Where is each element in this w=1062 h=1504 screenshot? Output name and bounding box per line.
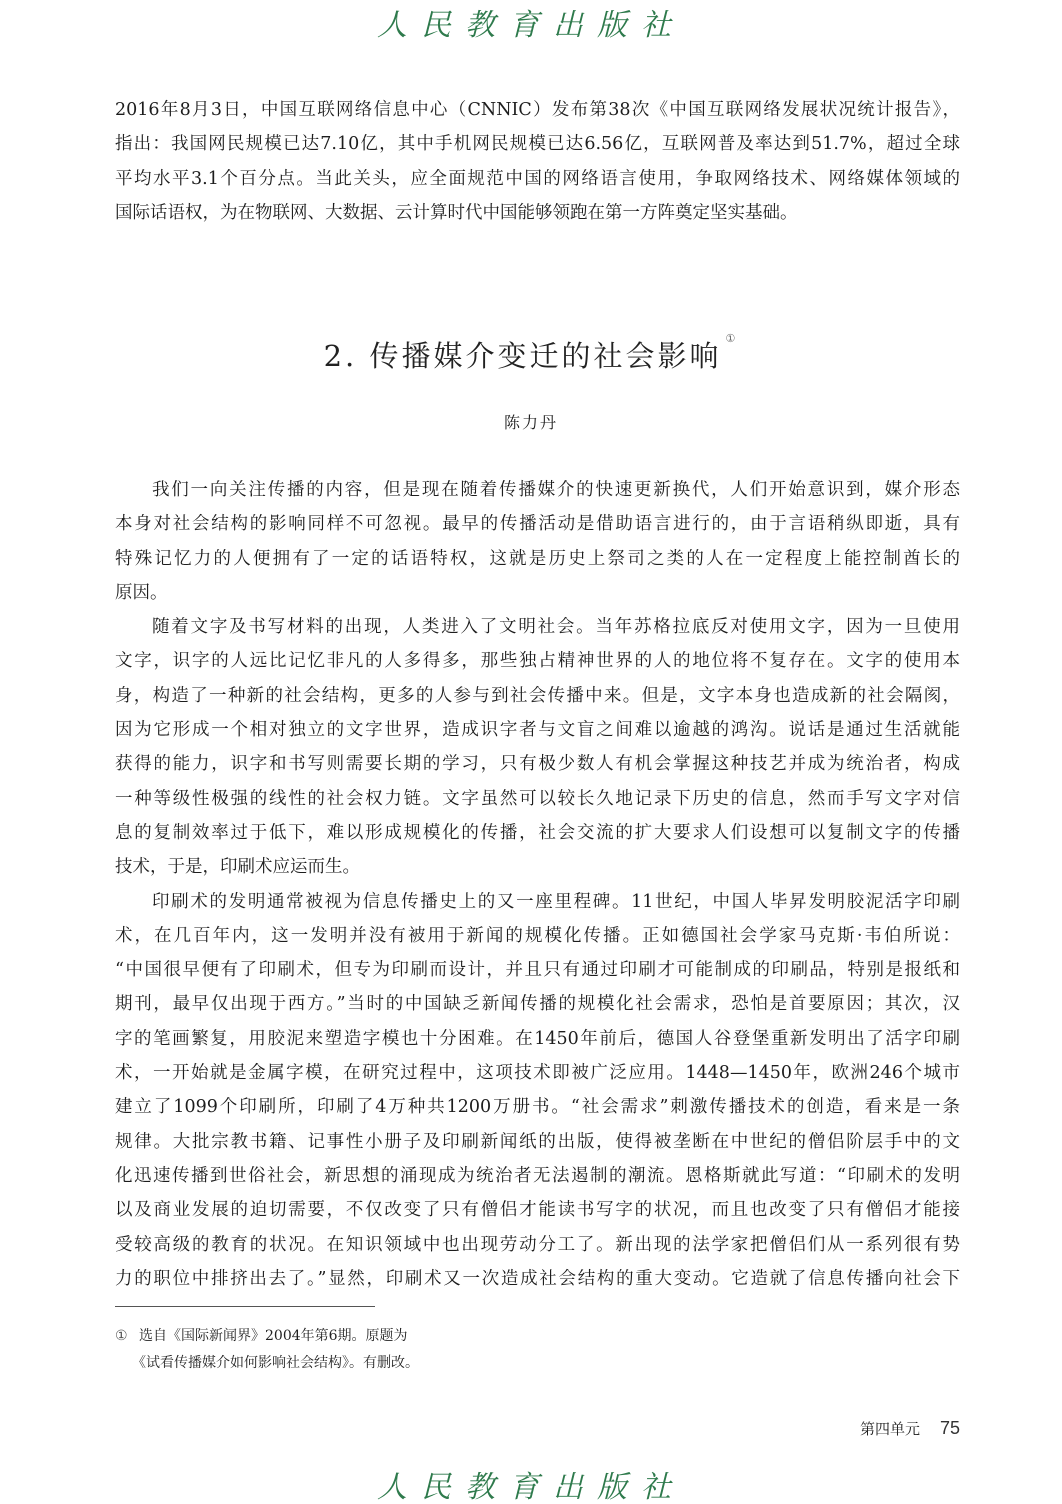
text-line: 技术，于是，印刷术应运而生。: [115, 857, 360, 878]
text-line: 一种等级性极强的线性的社会权力链。文字虽然可以较长久地记录下历史的信息，然而手写文字对信: [115, 788, 960, 809]
publisher-logo-header: 人民教育出版社: [377, 8, 685, 43]
text-line: 力的职位中排挤出去了。”显然，印刷术又一次造成社会结构的重大变动。它造就了信息传播向社会下: [115, 1268, 960, 1289]
text-line: 原因。: [115, 582, 168, 603]
text-line: 2016年8月3日，中国互联网络信息中心（CNNIC）发布第38次《中国互联网络发展状况统计报告》，: [115, 100, 960, 120]
paragraph: [115, 885, 960, 1297]
text-line: 术，在几百年内，这一发明并没有被用于新闻的规模化传播。正如德国社会学家马克斯·韦伯所说：: [115, 925, 960, 946]
text-line: 平均水平3.1个百分点。当此关头，应全面规范中国的网络语言使用，争取网络技术、网络媒体领域的: [115, 168, 960, 189]
text-line: 身，构造了一种新的社会结构，更多的人参与到社会传播中来。但是，文字本身也造成新的社会隔阂，: [115, 685, 960, 706]
publisher-logo-footer: 人民教育出版社: [377, 1470, 685, 1504]
text-line: 受较高级的教育的状况。在知识领域中也出现劳动分工了。新出现的法学家把僧侣们从一系列很有势: [115, 1234, 960, 1255]
footnote-reference[interactable]: ①: [725, 332, 739, 345]
text-line: 字的笔画繁复，用胶泥来塑造字模也十分困难。在1450年前后，德国人谷登堡重新发明出了活字印刷: [115, 1028, 960, 1049]
article-title: [0, 334, 1062, 375]
text-line: 术，一开始就是金属字模，在研究过程中，这项技术即被广泛应用。1448—1450年，欧洲246个城市: [115, 1063, 960, 1084]
text-line: 获得的能力，识字和书写则需要长期的学习，只有极少数人有机会掌握这种技艺并成为统治者，构成: [115, 754, 960, 775]
text-line: 建立了1099个印刷所，印刷了4万种共1200万册书。“社会需求”刺激传播技术的创造，看来是一条: [115, 1097, 960, 1118]
text-line: 本身对社会结构的影响同样不可忽视。最早的传播活动是借助语言进行的，由于言语稍纵即逝，具有: [115, 514, 960, 535]
text-line: “中国很早便有了印刷术，但专为印刷而设计，并且只有通过印刷才可能制成的印刷品，特别是报纸和: [115, 960, 960, 981]
text-line: 我们一向关注传播的内容，但是现在随着传播媒介的快速更新换代，人们开始意识到，媒介形态: [152, 480, 960, 500]
text-line: 息的复制效率过于低下，难以形成规模化的传播，社会交流的扩大要求人们设想可以复制文字的传播: [115, 822, 960, 843]
footnote-divider: [115, 1306, 375, 1307]
text-line: 指出：我国网民规模已达7.10亿，其中手机网民规模已达6.56亿，互联网普及率达到51.7%，超过全球: [115, 134, 960, 155]
article-title-text: 2. 传播媒介变迁的社会影响: [323, 339, 722, 373]
article-body: [115, 473, 960, 1296]
intro-paragraph: [115, 93, 960, 230]
unit-label: 第四单元: [859, 1420, 920, 1438]
text-line: 国际话语权，为在物联网、大数据、云计算时代中国能够领跑在第一方阵奠定坚实基础。: [115, 202, 798, 223]
text-line: 规律。大批宗教书籍、记事性小册子及印刷新闻纸的出版，使得被垄断在中世纪的僧侣阶层手中的文: [115, 1131, 960, 1152]
page-number: 75: [939, 1418, 960, 1438]
article-author: 陈力丹: [503, 413, 558, 432]
text-line: 化迅速传播到世俗社会，新思想的涌现成为统治者无法遏制的潮流。恩格斯就此写道：“印刷术的发明: [115, 1165, 960, 1186]
text-line: 期刊，最早仅出现于西方。”当时的中国缺乏新闻传播的规模化社会需求，恐怕是首要原因；其次，汉: [115, 994, 960, 1015]
text-line: 文字，识字的人远比记忆非凡的人多得多，那些独占精神世界的人的地位将不复存在。文字的使用本: [115, 651, 960, 672]
text-line: 特殊记忆力的人便拥有了一定的话语特权，这就是历史上祭司之类的人在一定程度上能控制酋长的: [115, 548, 960, 569]
footnote-marker: ①: [115, 1328, 128, 1344]
footnote-line-1: [115, 1323, 408, 1350]
footnote-text: 选自《国际新闻界》2004年第6期。原题为: [139, 1328, 408, 1344]
text-line: 随着文字及书写材料的出现，人类进入了文明社会。当年苏格拉底反对使用文字，因为一旦使用: [152, 617, 960, 638]
paragraph: [115, 610, 960, 884]
footnote-line-2: 《试看传播媒介如何影响社会结构》。有删改。: [132, 1355, 419, 1371]
text-line: 以及商业发展的迫切需要，不仅改变了只有僧侣才能读书写字的状况，而且也改变了只有僧侣才能接: [115, 1200, 960, 1221]
page-footer: [860, 1418, 960, 1439]
text-line: 印刷术的发明通常被视为信息传播史上的又一座里程碑。11世纪，中国人毕昇发明胶泥活字印刷: [152, 891, 960, 912]
paragraph: [115, 473, 960, 610]
text-line: 因为它形成一个相对独立的文字世界，造成识字者与文盲之间难以逾越的鸿沟。说话是通过生活就能: [115, 720, 960, 741]
